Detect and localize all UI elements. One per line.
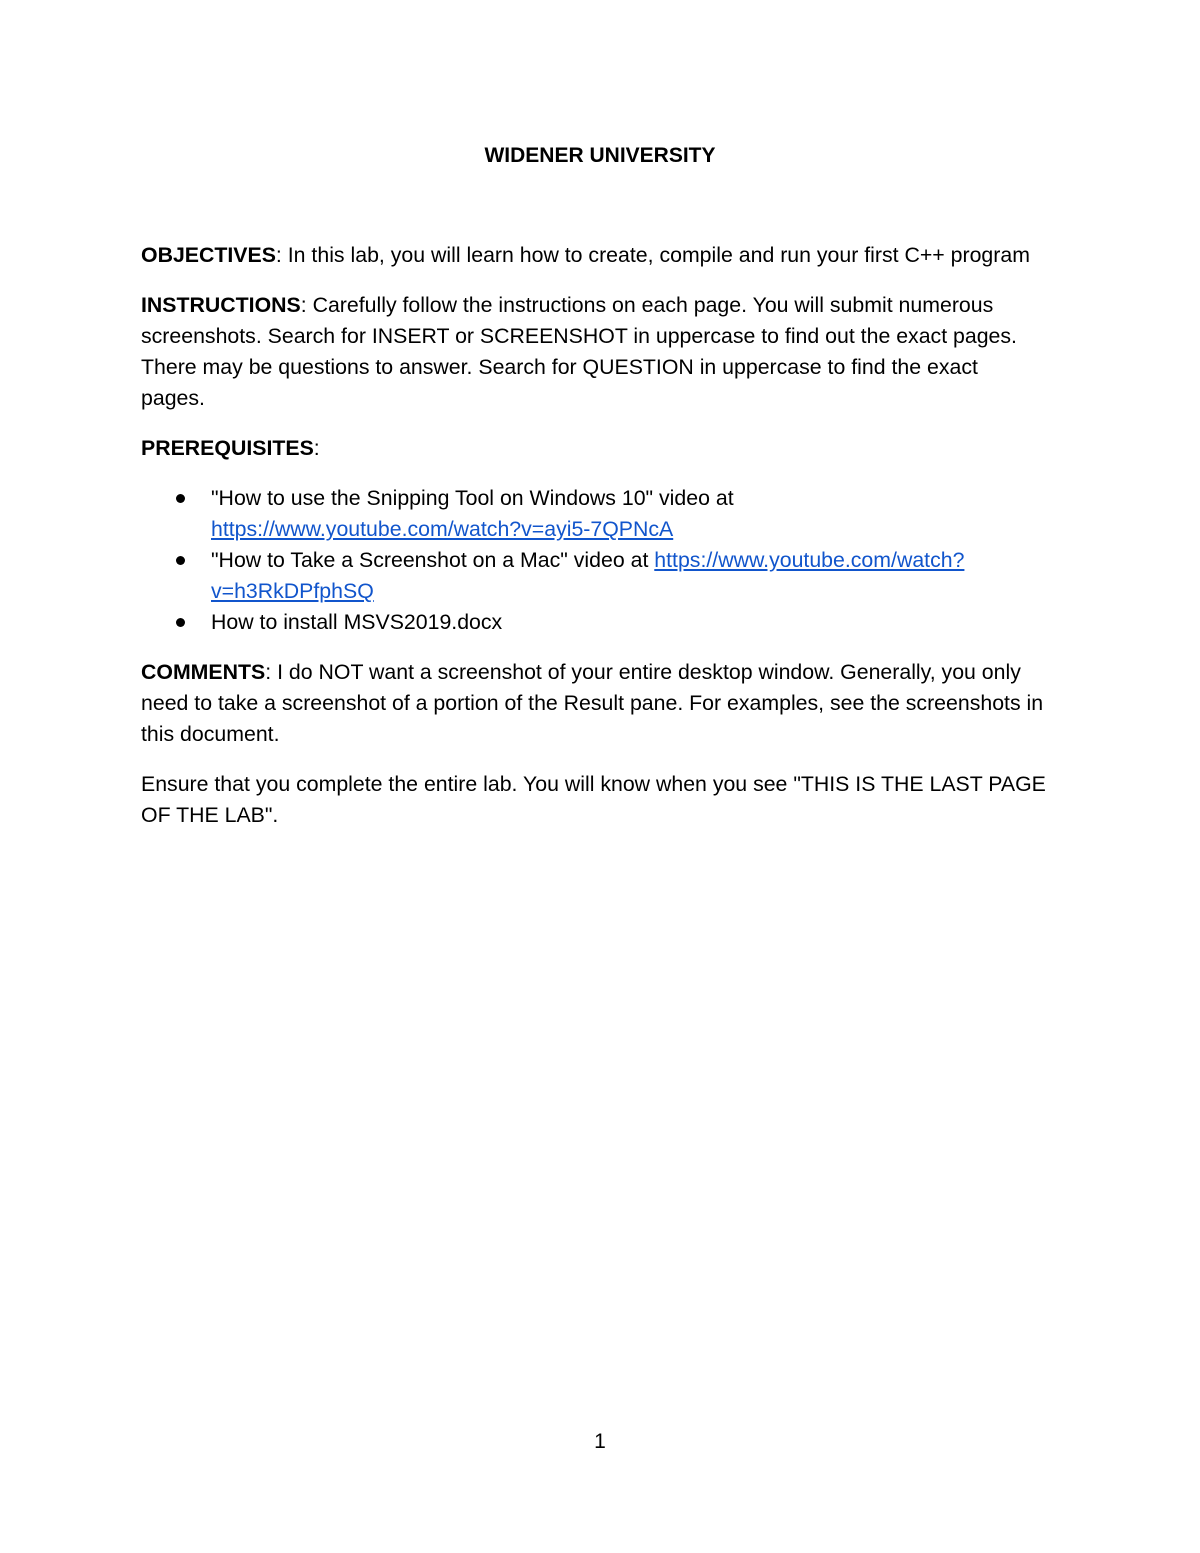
prerequisites-label: PREREQUISITES xyxy=(141,436,314,460)
prereq-item-text: How to install MSVS2019.docx xyxy=(211,610,503,634)
objectives-paragraph xyxy=(141,240,1046,271)
objectives-label: OBJECTIVES xyxy=(141,243,276,267)
comments-label: COMMENTS xyxy=(141,660,266,684)
prerequisites-heading xyxy=(141,433,1046,464)
list-item xyxy=(141,545,1046,607)
mac-screenshot-video-link[interactable]: https://www.youtube.com/watch?v=h3RkDPfphSQ xyxy=(211,548,965,603)
bullet-icon xyxy=(176,556,185,565)
page-title: WIDENER UNIVERSITY xyxy=(484,144,716,167)
comments-paragraph xyxy=(141,657,1046,750)
comments-text: : I do NOT want a screenshot of your entire desktop window. Generally, you only need to take a screenshot of a portion of the Result pane. For examples, see the screenshots in this document. xyxy=(141,660,1044,746)
snipping-tool-video-link[interactable]: https://www.youtube.com/watch?v=ayi5-7QPNcA xyxy=(211,517,674,541)
list-item xyxy=(141,483,1046,545)
bullet-icon xyxy=(176,618,185,627)
prereq-item-text: "How to use the Snipping Tool on Windows 10" video at xyxy=(211,486,734,510)
list-item xyxy=(141,607,1046,638)
document-body xyxy=(141,240,1046,850)
instructions-label: INSTRUCTIONS xyxy=(141,293,301,317)
objectives-text: : In this lab, you will learn how to create, compile and run your first C++ program xyxy=(275,243,1030,267)
instructions-paragraph xyxy=(141,290,1046,414)
prerequisites-list xyxy=(141,483,1046,638)
bullet-icon xyxy=(176,494,185,503)
prereq-item-text: "How to Take a Screenshot on a Mac" video at xyxy=(211,548,655,572)
page-number: 1 xyxy=(594,1430,606,1453)
closing-paragraph: Ensure that you complete the entire lab. You will know when you see "THIS IS THE LAST PAGE OF THE LAB". xyxy=(141,772,1046,827)
instructions-text: : Carefully follow the instructions on each page. You will submit numerous screenshots. Search for INSERT or SCREENSHOT in uppercase to find out the exact pages. There may be questions to answer. Search for QUESTION in uppercase to find the exact pages. xyxy=(141,293,1017,410)
prerequisites-colon: : xyxy=(313,436,320,460)
